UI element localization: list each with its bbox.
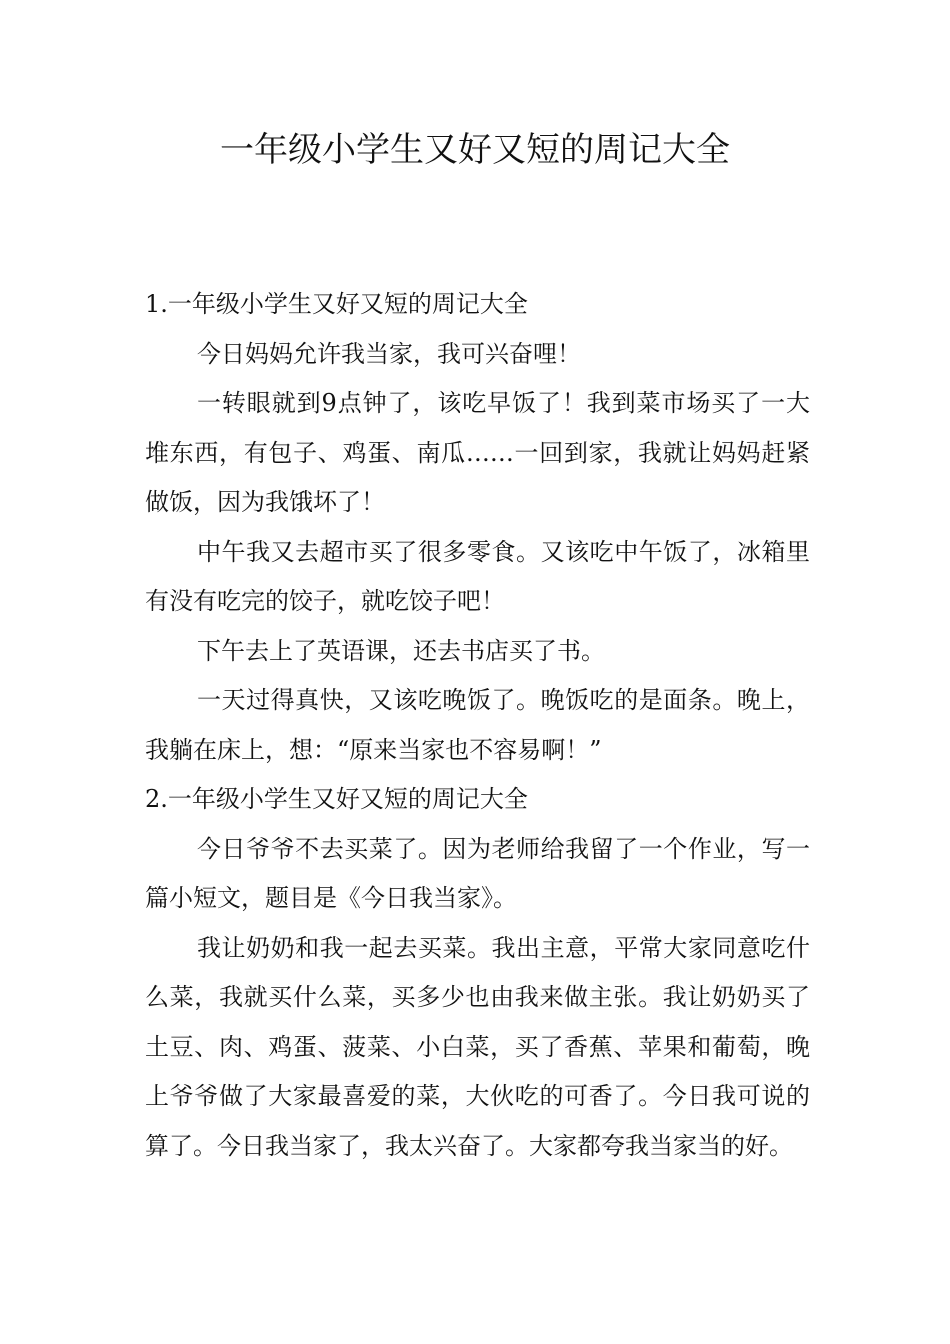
section-heading: 1.一年级小学生又好又短的周记大全: [145, 290, 528, 318]
document-body: [145, 280, 810, 1171]
section-1: [145, 280, 810, 775]
section-2: [145, 775, 810, 1171]
document-title: 一年级小学生又好又短的周记大全: [220, 130, 730, 170]
section-heading: 2.一年级小学生又好又短的周记大全: [145, 785, 528, 813]
paragraph: 今日妈妈允许我当家，我可兴奋哩！: [197, 339, 581, 368]
paragraph: 一转眼就到9点钟了，该吃早饭了！我到菜市场买了一大堆东西，有包子、鸡蛋、南瓜……一回到家，我就让妈妈赶紧做饭，因为我饿坏了！: [145, 389, 810, 516]
paragraph: 中午我又去超市买了很多零食。又该吃中午饭了，冰箱里有没有吃完的饺子，就吃饺子吧！: [145, 537, 810, 615]
paragraph: 一天过得真快，又该吃晚饭了。晚饭吃的是面条。晚上，我躺在床上，想：“原来当家也不容易啊！”: [145, 686, 810, 764]
paragraph: 我让奶奶和我一起去买菜。我出主意，平常大家同意吃什么菜，我就买什么菜，买多少也由我来做主张。我让奶奶买了土豆、肉、鸡蛋、菠菜、小白菜，买了香蕉、苹果和葡萄，晚上爷爷做了大家最喜爱的菜，大伙吃的可香了。今日我可说的算了。今日我当家了，我太兴奋了。大家都夸我当家当的好。: [145, 933, 810, 1160]
paragraph: 今日爷爷不去买菜了。因为老师给我留了一个作业，写一篇小短文，题目是《今日我当家》。: [145, 834, 810, 912]
paragraph: 下午去上了英语课，还去书店买了书。: [197, 636, 605, 665]
